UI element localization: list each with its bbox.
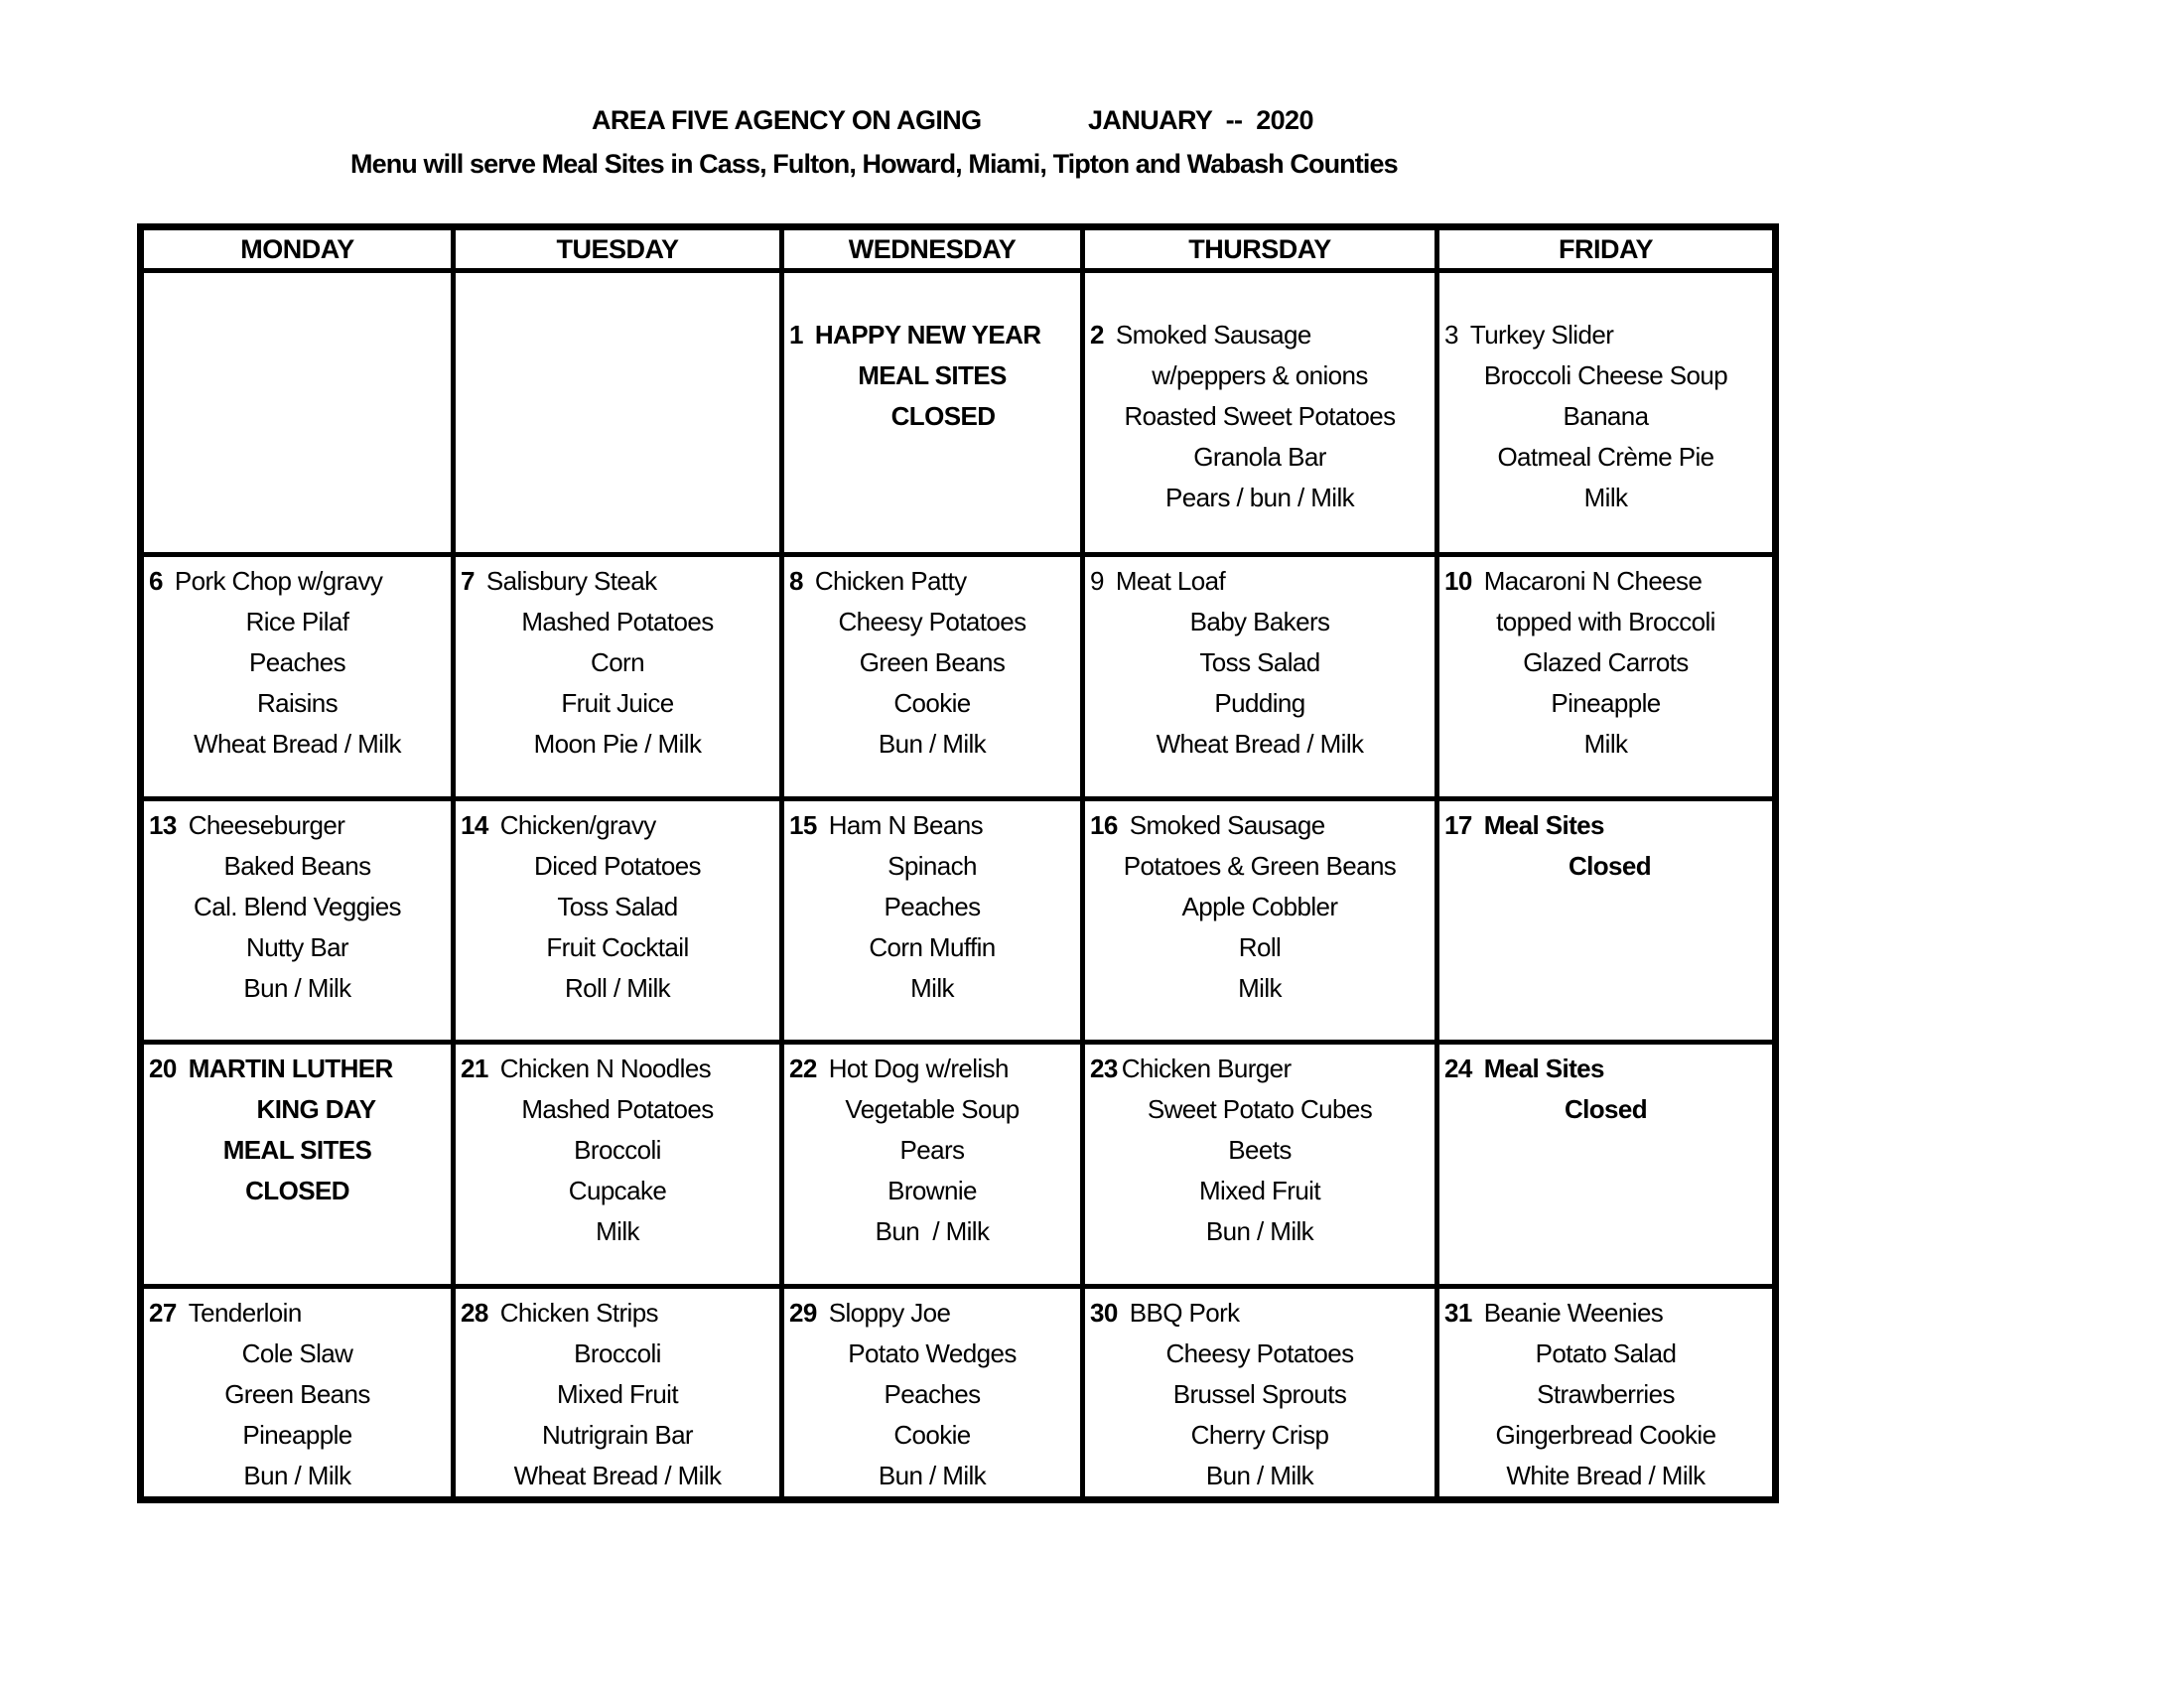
menu-item: Bun / Milk <box>1205 1216 1314 1246</box>
menu-item: Milk <box>910 973 954 1003</box>
menu-item: Nutrigrain Bar <box>542 1420 693 1450</box>
menu-item: Peaches <box>249 647 345 677</box>
entree-line <box>1085 805 1434 846</box>
entree-line <box>144 561 451 602</box>
entree: Chicken Patty <box>814 566 967 596</box>
menu-item: Toss Salad <box>1199 647 1320 677</box>
day-number: 17 <box>1444 810 1472 840</box>
entree: Chicken Strips <box>499 1298 658 1328</box>
menu-item: Cookie <box>893 1420 971 1450</box>
day-number: 9 <box>1090 566 1104 596</box>
closed-notice: MEAL SITES <box>222 1135 372 1165</box>
menu-item: Green Beans <box>224 1379 370 1409</box>
menu-item: Mixed Fruit <box>557 1379 678 1409</box>
menu-item: Pears <box>899 1135 965 1165</box>
day-number: 24 <box>1444 1054 1472 1083</box>
menu-item: Cupcake <box>568 1176 667 1205</box>
day-cell-1 <box>782 271 1083 555</box>
day-cell-6 <box>141 555 454 799</box>
menu-item: Brownie <box>887 1176 977 1205</box>
menu-item: Milk <box>1583 729 1628 759</box>
menu-item: Mixed Fruit <box>1199 1176 1320 1205</box>
menu-item: Granola Bar <box>1193 442 1326 472</box>
menu-item: Pudding <box>1214 688 1305 718</box>
menu-item: Bun / Milk <box>1205 1461 1314 1490</box>
menu-calendar-table <box>137 223 1779 1503</box>
menu-item: Cheesy Potatoes <box>838 607 1026 636</box>
day-cell-10 <box>1437 555 1776 799</box>
subtitle: Menu will serve Meal Sites in Cass, Fulton, Howard, Miami, Tipton and Wabash Counties <box>350 149 1398 179</box>
menu-line <box>784 315 1080 355</box>
day-number: 23 <box>1090 1054 1118 1083</box>
entree-line <box>456 805 779 846</box>
day-cell-8 <box>782 555 1083 799</box>
menu-item: Banana <box>1563 401 1649 431</box>
day-cell-24 <box>1437 1043 1776 1287</box>
entree: Chicken Burger <box>1121 1054 1292 1083</box>
menu-item: Mashed Potatoes <box>521 1094 714 1124</box>
entree: Salisbury Steak <box>485 566 657 596</box>
menu-item: Wheat Bread / Milk <box>1156 729 1364 759</box>
menu-item: Pineapple <box>242 1420 352 1450</box>
day-cell-9 <box>1083 555 1437 799</box>
day-cell-7 <box>454 555 782 799</box>
entree: Chicken N Noodles <box>499 1054 712 1083</box>
entree: Turkey Slider <box>1469 320 1614 350</box>
entree-line <box>1439 315 1772 355</box>
menu-item: Oatmeal Crème Pie <box>1497 442 1714 472</box>
entree-line <box>784 561 1080 602</box>
day-cell-22 <box>782 1043 1083 1287</box>
day-number: 6 <box>149 566 163 596</box>
day-cell-29 <box>782 1287 1083 1500</box>
entree-line <box>456 1049 779 1089</box>
menu-item: Fruit Cocktail <box>546 932 689 962</box>
day-number: 21 <box>461 1054 488 1083</box>
menu-item: Broccoli Cheese Soup <box>1483 360 1728 390</box>
entree: Pork Chop w/gravy <box>174 566 383 596</box>
menu-item: Rice Pilaf <box>245 607 349 636</box>
entree: Smoked Sausage <box>1129 810 1325 840</box>
day-number: 14 <box>461 810 488 840</box>
menu-item: Wheat Bread / Milk <box>513 1461 722 1490</box>
menu-item: Moon Pie / Milk <box>533 729 702 759</box>
day-number: 15 <box>789 810 817 840</box>
day-number: 2 <box>1090 320 1104 350</box>
day-number: 30 <box>1090 1298 1118 1328</box>
day-number: 29 <box>789 1298 817 1328</box>
entree: Beanie Weenies <box>1483 1298 1664 1328</box>
day-number: 31 <box>1444 1298 1472 1328</box>
day-cell-3 <box>1437 271 1776 555</box>
menu-item: w/peppers & onions <box>1152 360 1368 390</box>
entree-line <box>1439 561 1772 602</box>
entree-line <box>1439 1293 1772 1334</box>
organization-title: AREA FIVE AGENCY ON AGING <box>592 105 982 135</box>
menu-item: Roll <box>1238 932 1282 962</box>
entree: BBQ Pork <box>1129 1298 1240 1328</box>
day-cell-14 <box>454 799 782 1043</box>
menu-item: Diced Potatoes <box>534 851 701 881</box>
menu-item: Fruit Juice <box>561 688 674 718</box>
menu-item: Cookie <box>893 688 971 718</box>
week-row-5 <box>141 1287 1776 1500</box>
menu-item: Bun / Milk <box>875 1216 990 1246</box>
weekday-header-row <box>141 227 1776 271</box>
menu-item: Peaches <box>884 892 981 921</box>
closed-line <box>1439 805 1772 846</box>
holiday-line <box>144 1049 451 1089</box>
closed-notice: CLOSED <box>890 401 996 431</box>
day-number: 1 <box>789 320 803 350</box>
day-cell-27 <box>141 1287 454 1500</box>
menu-item: Bun / Milk <box>243 1461 351 1490</box>
day-cell-empty <box>141 271 454 555</box>
menu-item: Cole Slaw <box>241 1338 353 1368</box>
menu-item: Cherry Crisp <box>1190 1420 1329 1450</box>
day-cell-2 <box>1083 271 1437 555</box>
day-cell-empty <box>454 271 782 555</box>
entree-line <box>1085 1049 1434 1089</box>
menu-item: Baby Bakers <box>1189 607 1330 636</box>
menu-item: Cheesy Potatoes <box>1165 1338 1354 1368</box>
menu-item: Mashed Potatoes <box>521 607 714 636</box>
closed-line <box>1439 1049 1772 1089</box>
menu-item: Brussel Sprouts <box>1172 1379 1347 1409</box>
entree: Smoked Sausage <box>1115 320 1311 350</box>
menu-item: Roasted Sweet Potatoes <box>1124 401 1396 431</box>
day-number: 8 <box>789 566 803 596</box>
entree: Meat Loaf <box>1115 566 1226 596</box>
menu-item: Bun / Milk <box>878 1461 987 1490</box>
day-number: 13 <box>149 810 177 840</box>
menu-item: Gingerbread Cookie <box>1495 1420 1716 1450</box>
day-number: 16 <box>1090 810 1118 840</box>
closed-notice: Closed <box>1564 1094 1648 1124</box>
day-cell-21 <box>454 1043 782 1287</box>
menu-item: Roll / Milk <box>564 973 671 1003</box>
menu-item: Broccoli <box>574 1135 661 1165</box>
closed-notice: Meal Sites <box>1483 810 1604 840</box>
day-cell-31 <box>1437 1287 1776 1500</box>
menu-item: Bun / Milk <box>243 973 351 1003</box>
weekday-header-friday: FRIDAY <box>1437 227 1776 271</box>
menu-item: Vegetable Soup <box>845 1094 1020 1124</box>
menu-item: Baked Beans <box>223 851 371 881</box>
weekday-header-tuesday: TUESDAY <box>454 227 782 271</box>
menu-item: Potato Salad <box>1535 1338 1677 1368</box>
entree-line <box>784 805 1080 846</box>
menu-item: Peaches <box>884 1379 981 1409</box>
menu-item: Raisins <box>256 688 339 718</box>
entree: Cheeseburger <box>188 810 345 840</box>
menu-item: Pears / bun / Milk <box>1164 483 1355 512</box>
entree-line <box>456 561 779 602</box>
day-cell-30 <box>1083 1287 1437 1500</box>
day-cell-23 <box>1083 1043 1437 1287</box>
menu-item: Bun / Milk <box>878 729 987 759</box>
week-row-1 <box>141 271 1776 555</box>
holiday-label: HAPPY NEW YEAR <box>814 320 1041 350</box>
menu-item: Pineapple <box>1551 688 1661 718</box>
menu-item: Milk <box>1238 973 1282 1003</box>
entree-line <box>144 1293 451 1334</box>
closed-notice: CLOSED <box>245 1176 349 1205</box>
month-year-title: JANUARY -- 2020 <box>1088 105 1313 135</box>
menu-item: Green Beans <box>859 647 1006 677</box>
menu-item: Glazed Carrots <box>1523 647 1689 677</box>
menu-item: Broccoli <box>574 1338 661 1368</box>
day-number: 27 <box>149 1298 177 1328</box>
menu-item: Toss Salad <box>557 892 678 921</box>
menu-item: Beets <box>1228 1135 1292 1165</box>
week-row-2 <box>141 555 1776 799</box>
holiday-label: KING DAY <box>256 1094 376 1124</box>
closed-notice: Closed <box>1568 851 1652 881</box>
weekday-header-wednesday: WEDNESDAY <box>782 227 1083 271</box>
day-cell-17 <box>1437 799 1776 1043</box>
day-number: 28 <box>461 1298 488 1328</box>
day-cell-16 <box>1083 799 1437 1043</box>
menu-item: Potato Wedges <box>848 1338 1017 1368</box>
menu-item: Wheat Bread / Milk <box>194 729 401 759</box>
day-number: 3 <box>1444 320 1458 350</box>
menu-item: Corn <box>591 647 644 677</box>
menu-item: Apple Cobbler <box>1181 892 1338 921</box>
week-row-3 <box>141 799 1776 1043</box>
closed-notice: Meal Sites <box>1483 1054 1604 1083</box>
holiday-label: MARTIN LUTHER <box>188 1054 393 1083</box>
entree: Hot Dog w/relish <box>828 1054 1009 1083</box>
entree-line <box>784 1293 1080 1334</box>
menu-item: White Bread / Milk <box>1506 1461 1706 1490</box>
menu-item: Potatoes & Green Beans <box>1123 851 1397 881</box>
entree-line <box>1085 1293 1434 1334</box>
entree: Ham N Beans <box>828 810 983 840</box>
entree: Tenderloin <box>188 1298 302 1328</box>
entree-line <box>784 1049 1080 1089</box>
menu-item: Strawberries <box>1537 1379 1675 1409</box>
entree-line <box>456 1293 779 1334</box>
day-number: 7 <box>461 566 475 596</box>
menu-item: Milk <box>596 1216 639 1246</box>
entree: Sloppy Joe <box>828 1298 951 1328</box>
closed-notice: MEAL SITES <box>858 360 1007 390</box>
entree-line <box>1085 315 1434 355</box>
week-row-4 <box>141 1043 1776 1287</box>
entree: Macaroni N Cheese <box>1483 566 1703 596</box>
menu-item: Sweet Potato Cubes <box>1147 1094 1373 1124</box>
day-number: 10 <box>1444 566 1472 596</box>
day-cell-28 <box>454 1287 782 1500</box>
day-cell-13 <box>141 799 454 1043</box>
menu-item: topped with Broccoli <box>1496 607 1715 636</box>
weekday-header-thursday: THURSDAY <box>1083 227 1437 271</box>
day-cell-15 <box>782 799 1083 1043</box>
menu-item: Nutty Bar <box>246 932 348 962</box>
entree: Chicken/gravy <box>499 810 656 840</box>
day-cell-20 <box>141 1043 454 1287</box>
menu-item: Spinach <box>887 851 977 881</box>
weekday-header-monday: MONDAY <box>141 227 454 271</box>
day-number: 22 <box>789 1054 817 1083</box>
menu-item: Milk <box>1583 483 1628 512</box>
entree-line <box>1085 561 1434 602</box>
menu-item: Corn Muffin <box>869 932 996 962</box>
entree-line <box>144 805 451 846</box>
day-number: 20 <box>149 1054 177 1083</box>
menu-item: Cal. Blend Veggies <box>194 892 401 921</box>
